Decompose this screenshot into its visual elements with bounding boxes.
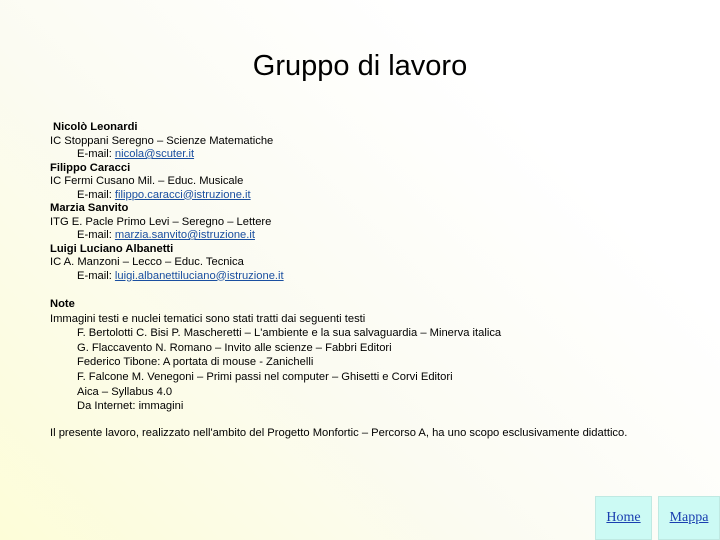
map-button[interactable]: Mappa: [658, 496, 720, 540]
source-item: Federico Tibone: A portata di mouse - Zanichelli: [77, 356, 314, 369]
member-name: Luigi Luciano Albanetti: [50, 242, 174, 255]
email-link[interactable]: nicola@scuter.it: [114, 148, 195, 160]
email-link[interactable]: luigi.albanettiluciano@istruzione.it: [114, 269, 284, 282]
notes-section: [50, 297, 710, 414]
notes-intro: Immagini testi e nuclei tematici sono stati tratti dai seguenti testi: [50, 312, 366, 325]
member-email-row: [50, 270, 710, 284]
member-name: Filippo Caracci: [50, 161, 131, 174]
page-title: Gruppo di lavoro: [252, 50, 468, 82]
member-school: IC Fermi Cusano Mil. – Educ. Musicale: [50, 175, 244, 187]
email-label: E-mail:: [77, 188, 112, 201]
source-item: Aica – Syllabus 4.0: [77, 385, 173, 398]
email-label: E-mail:: [77, 269, 112, 282]
source-item: G. Flaccavento N. Romano – Invito alle scienze – Fabbri Editori: [77, 341, 392, 354]
member-email-row: [50, 189, 710, 203]
disclaimer-text: Il presente lavoro, realizzato nell'ambito del Progetto Monfortic – Percorso A, ha uno scopo esclusivamente didattico.: [50, 427, 628, 439]
notes-heading: Note: [50, 298, 75, 310]
email-link[interactable]: filippo.caracci@istruzione.it: [114, 188, 251, 201]
member-school: ITG E. Pacle Primo Levi – Seregno – Lettere: [50, 215, 272, 228]
member-name: Marzia Sanvito: [50, 202, 129, 214]
source-item: F. Falcone M. Venegoni – Primi passi nel computer – Ghisetti e Corvi Editori: [77, 370, 453, 383]
source-item: Da Internet: immagini: [77, 400, 184, 413]
member-name: Nicolò Leonardi: [53, 121, 138, 133]
email-label: E-mail:: [77, 148, 112, 160]
home-button[interactable]: Home: [595, 496, 652, 540]
member-email-row: [50, 148, 710, 162]
member-school: IC A. Manzoni – Lecco – Educ. Tecnica: [50, 256, 244, 268]
source-item: F. Bertolotti C. Bisi P. Mascheretti – L'ambiente e la sua salvaguardia – Minerva italica: [77, 327, 502, 340]
member-email-row: [50, 229, 710, 243]
email-label: E-mail:: [77, 229, 112, 241]
email-link[interactable]: marzia.sanvito@istruzione.it: [114, 229, 255, 241]
member-school: IC Stoppani Seregno – Scienze Matematiche: [50, 134, 274, 147]
team-list: [50, 121, 710, 283]
